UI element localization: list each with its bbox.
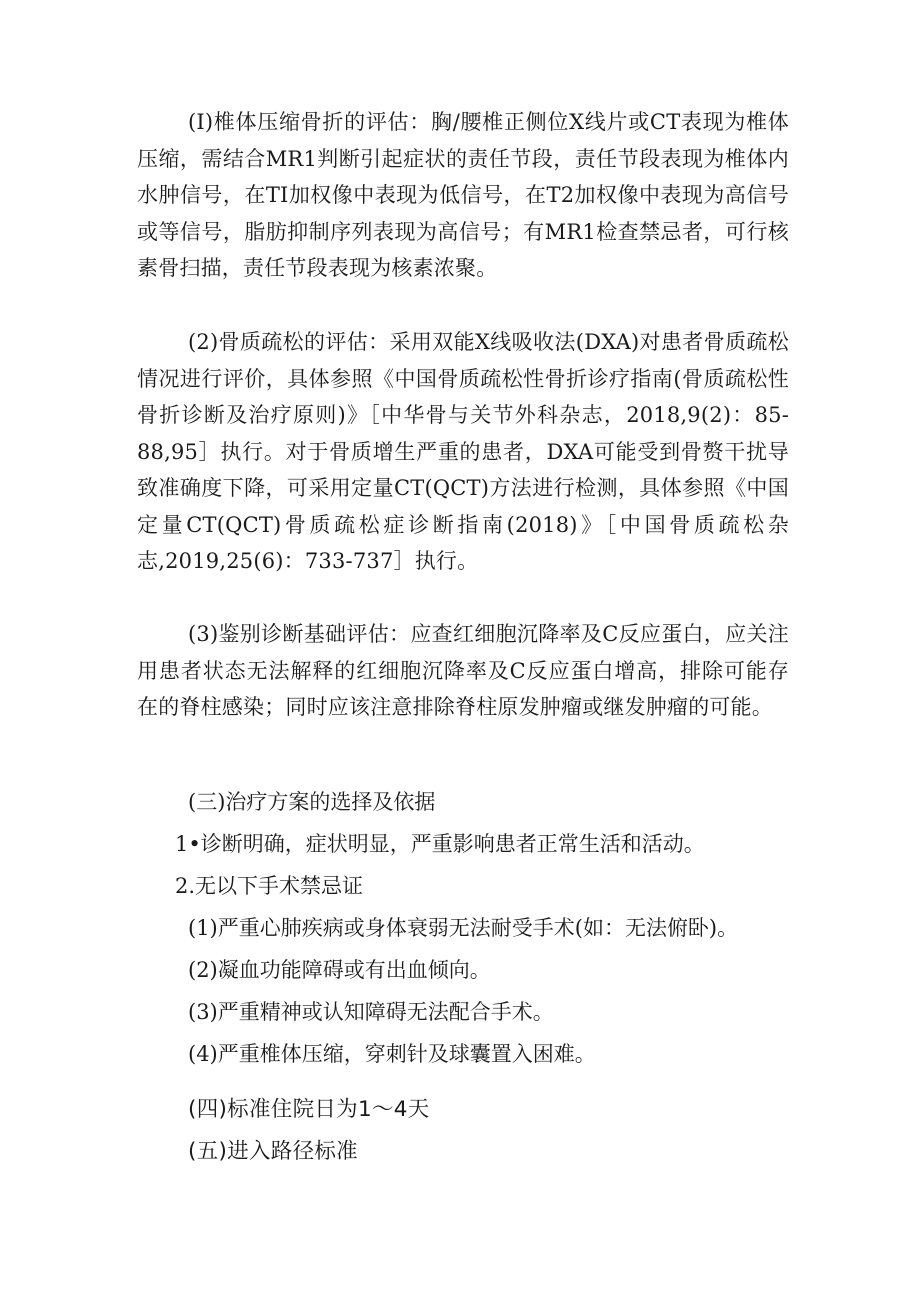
paragraph-differential-diagnosis: (3)鉴别诊断基础评估：应查红细胞沉降率及C反应蛋白，应关注用患者状态无法解释的红细胞沉降率及C反应蛋白增高，排除可能存在的脊柱感染；同时应该注意排除脊柱原发肿瘤或继发肿瘤的可能。 xyxy=(137,622,789,719)
contraindication-item: (2)凝血功能障碍或有出血倾向。 xyxy=(188,958,491,982)
criterion-2: 2.无以下手术禁忌证 xyxy=(175,874,364,898)
paragraph-osteoporosis-assessment: (2)骨质疏松的评估：采用双能X线吸收法(DXA)对患者骨质疏松情况进行评价，具体参照《中国骨质疏松性骨折诊疗指南(骨质疏松性骨折诊断及治疗原则)》［中华骨与关节外科杂志，2018,9(2)：85-88,95］执行。对于骨质增生严重的患者，DXA可能受到骨赘干扰导致准确度下降，可采用定量CT(QCT)方法进行检测，具体参照《中国定量CT(QCT)骨质疏松症诊断指南(2018)》［中国骨质疏松杂志,2019,25(6)：733-737］执行。 xyxy=(137,330,789,573)
section-5-heading: (五)进入路径标准 xyxy=(188,1139,358,1164)
contraindication-item: (4)严重椎体压缩，穿刺针及球囊置入困难。 xyxy=(188,1042,596,1066)
section-4-heading: (四)标准住院日为1〜4天 xyxy=(188,1097,430,1122)
contraindication-item: (1)严重心肺疾病或身体衰弱无法耐受手术(如：无法俯卧)。 xyxy=(188,916,739,940)
contraindication-item: (3)严重精神或认知障碍无法配合手术。 xyxy=(188,1000,554,1024)
section-3-heading: (三)治疗方案的选择及依据 xyxy=(188,790,436,814)
paragraph-vertebral-fracture-assessment: (I)椎体压缩骨折的评估：胸/腰椎正侧位X线片或CT表现为椎体压缩，需结合MR1判断引起症状的责任节段，责任节段表现为椎体内水肿信号，在TI加权像中表现为低信号，在T2加权像中表现为高信号或等信号，脂肪抑制序列表现为高信号；有MR1检查禁忌者，可行核素骨扫描，责任节段表现为核素浓聚。 xyxy=(137,110,789,280)
criterion-1: 1•诊断明确，症状明显，严重影响患者正常生活和活动。 xyxy=(175,832,705,856)
